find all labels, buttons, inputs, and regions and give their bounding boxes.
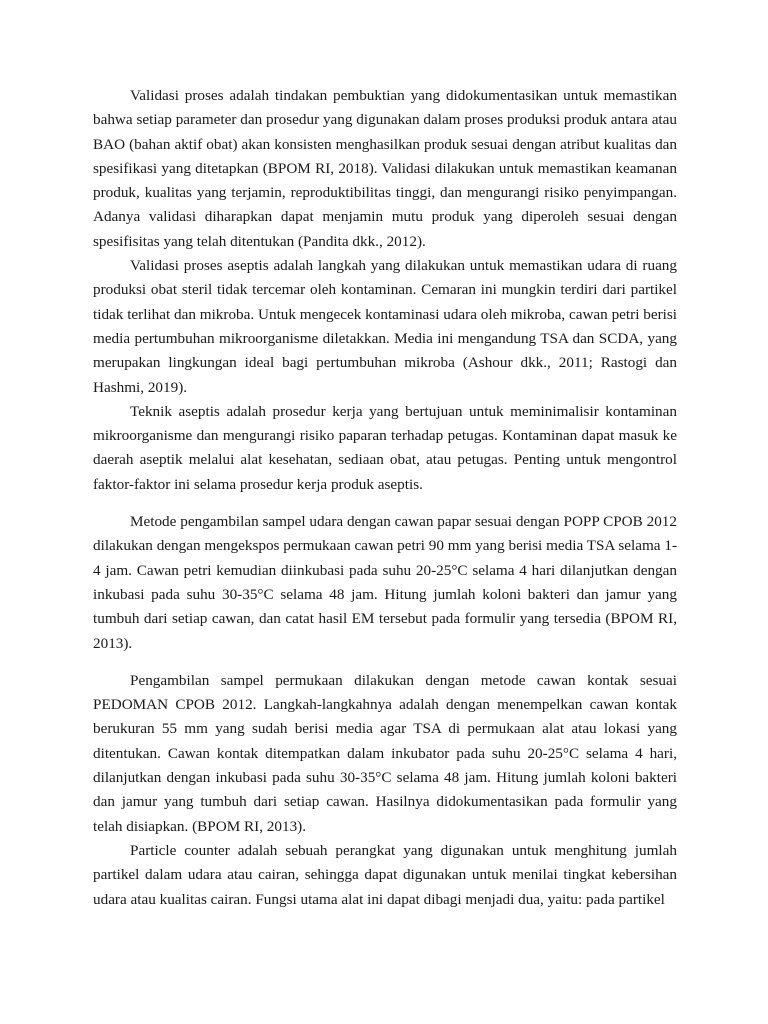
paragraph-teknik-aseptis: Teknik aseptis adalah prosedur kerja yang bertujuan untuk meminimalisir kontaminan mikroorganisme dan mengurangi risiko paparan terhadap petugas. Kontaminan dapat masuk ke daerah aseptik melalui alat kesehatan, sediaan obat, atau petugas. Penting untuk mengontrol faktor-faktor ini selama prosedur kerja produk aseptis. (93, 402, 677, 493)
paragraph-sampel-udara: Metode pengambilan sampel udara dengan cawan papar sesuai dengan POPP CPOB 2012 dilakukan dengan mengekspos permukaan cawan petri 90 mm yang berisi media TSA selama 1-4 jam. Cawan petri kemudian diinkubasi pada suhu 20-25°C selama 4 hari dilanjutkan dengan inkubasi pada suhu 30-35°C selama 48 jam. Hitung jumlah koloni bakteri dan jamur yang tumbuh dari setiap cawan, dan catat hasil EM tersebut pada formulir yang tersedia (BPOM RI, 2013). (93, 513, 677, 652)
document-body (93, 84, 677, 912)
paragraph-validasi-aseptis: Validasi proses aseptis adalah langkah yang dilakukan untuk memastikan udara di ruang produksi obat steril tidak tercemar oleh kontaminan. Cemaran ini mungkin terdiri dari partikel tidak terlihat dan mikroba. Untuk mengecek kontaminasi udara oleh mikroba, cawan petri berisi media pertumbuhan mikroorganisme diletakkan. Media ini mengandung TSA dan SCDA, yang merupakan lingkungan ideal bagi pertumbuhan mikroba (Ashour dkk., 2011; Rastogi dan Hashmi, 2019). (93, 257, 677, 396)
paragraph-sampel-permukaan: Pengambilan sampel permukaan dilakukan dengan metode cawan kontak sesuai PEDOMAN CPOB 2012. Langkah-langkahnya adalah dengan menempelkan cawan kontak berukuran 55 mm yang sudah berisi media agar TSA di permukaan alat atau lokasi yang ditentukan. Cawan kontak ditempatkan dalam inkubator pada suhu 20-25°C selama 4 hari, dilanjutkan dengan inkubasi pada suhu 30-35°C selama 48 jam. Hitung jumlah koloni bakteri dan jamur yang tumbuh dari setiap cawan. Hasilnya didokumentasikan pada formulir yang telah disiapkan. (BPOM RI, 2013). (93, 671, 677, 835)
paragraph-particle-counter: Particle counter adalah sebuah perangkat yang digunakan untuk menghitung jumlah partikel dalam udara atau cairan, sehingga dapat digunakan untuk menilai tingkat kebersihan udara atau kualitas cairan. Fungsi utama alat ini dapat dibagi menjadi dua, yaitu: pada partikel (93, 841, 677, 908)
paragraph-validasi-proses: Validasi proses adalah tindakan pembuktian yang didokumentasikan untuk memastikan bahwa setiap parameter dan prosedur yang digunakan dalam proses produksi produk antara atau BAO (bahan aktif obat) akan konsisten menghasilkan produk sesuai dengan atribut kualitas dan spesifikasi yang ditetapkan (BPOM RI, 2018). Validasi dilakukan untuk memastikan keamanan produk, kualitas yang terjamin, reproduktibilitas tinggi, dan mengurangi risiko penyimpangan. Adanya validasi diharapkan dapat menjamin mutu produk yang diperoleh sesuai dengan spesifisitas yang telah ditentukan (Pandita dkk., 2012). (93, 87, 677, 250)
